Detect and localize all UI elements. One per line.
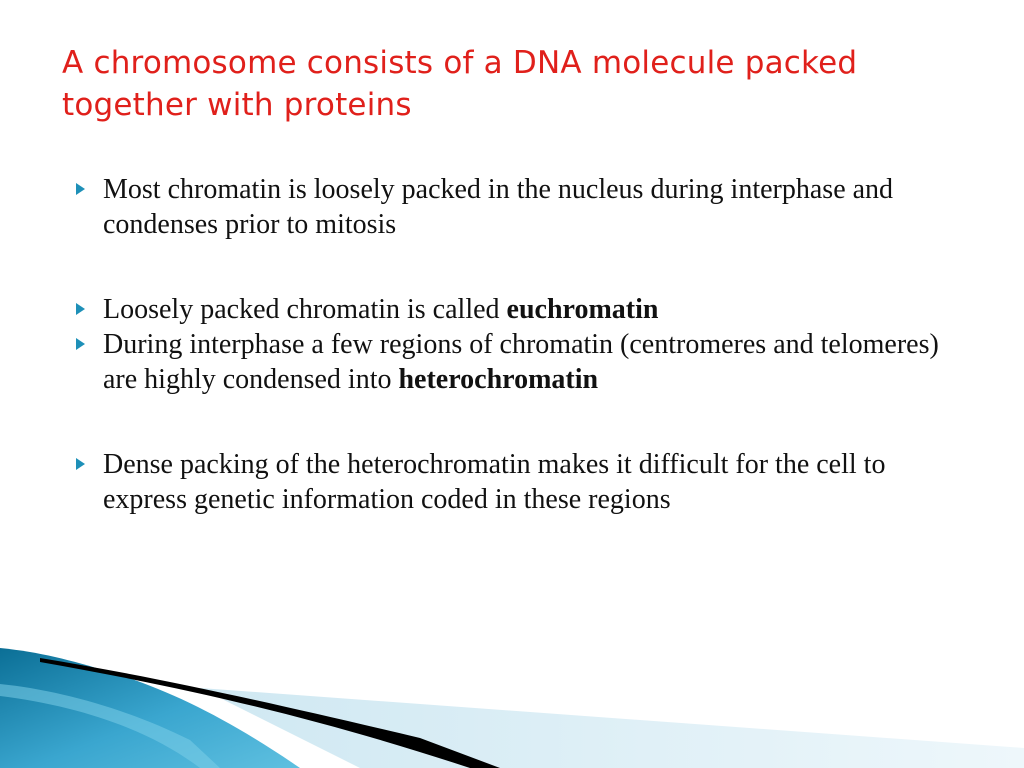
bullet-text: During interphase a few regions of chromatin (centromeres and telomeres) are highly condensed into (103, 329, 939, 395)
triangle-right-icon (76, 458, 85, 470)
bullet-item (72, 327, 952, 397)
bullet-text: Most chromatin is loosely packed in the nucleus during interphase and condenses prior to mitosis (103, 174, 894, 240)
bullet-item (72, 172, 952, 242)
triangle-right-icon (76, 303, 85, 315)
bullet-term-euchromatin: euchromatin (506, 294, 659, 325)
triangle-right-icon (76, 338, 85, 350)
pale-stripe (200, 688, 1024, 768)
blue-wave (0, 648, 300, 768)
slide-title: A chromosome consists of a DNA molecule packed together with proteins (62, 45, 858, 123)
bullet-item (72, 292, 952, 327)
blue-highlight (0, 684, 220, 768)
bullet-text: Loosely packed chromatin is called (103, 294, 507, 325)
black-stripe (40, 658, 500, 768)
bullet-item (72, 447, 952, 517)
triangle-right-icon (76, 183, 85, 195)
bullet-term-heterochromatin: heterochromatin (398, 364, 599, 395)
bullet-text: Dense packing of the heterochromatin makes it difficult for the cell to express genetic information coded in these regions (103, 449, 886, 515)
bullet-list (72, 172, 952, 517)
